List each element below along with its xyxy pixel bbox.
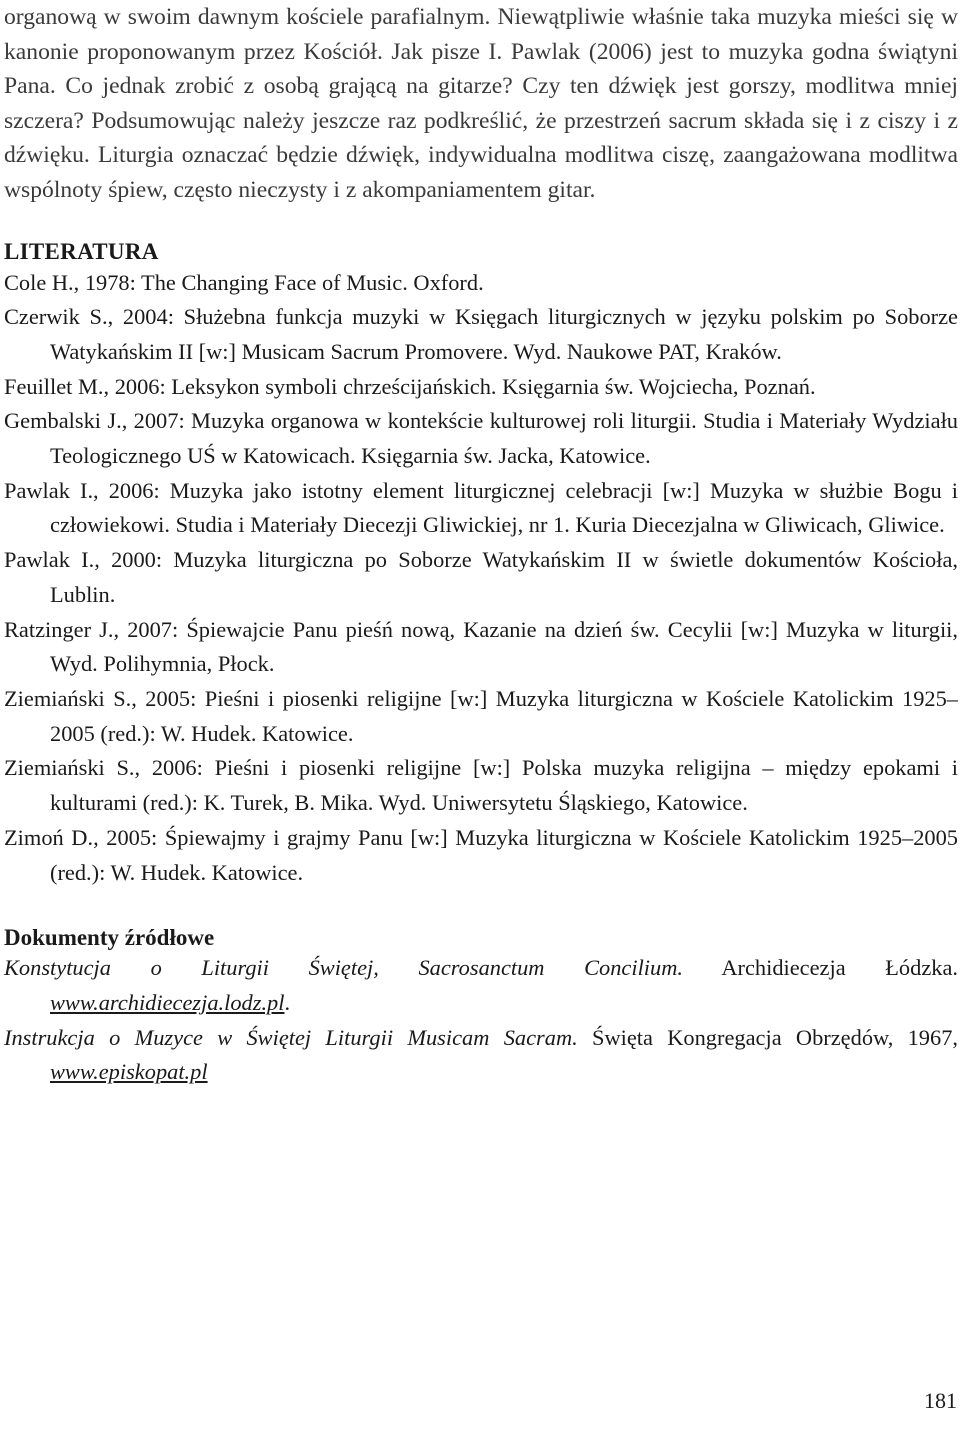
literature-heading: LITERATURA: [4, 238, 159, 264]
intro-paragraph: organową w swoim dawnym kościele parafialnym. Niewątpliwie właśnie taka muzyka mieści się w kanonie proponowanym przez Kościół. Jak pisze I. Pawlak (2006) jest to muzyka godna świątyni Pana. Co jednak zrobić z osobą grającą na gitarze? Czy ten dźwięk jest gorszy, modlitwa mniej szczera? Podsumowując należy jeszcze raz podkreślić, że przestrzeń sacrum składa się i z ciszy i z dźwięku. Liturgia oznaczać będzie dźwięk, indywidualna modlitwa ciszę, zaangażowana modlitwa wspólnoty śpiew, często nieczysty i z akompaniamentem gitar.: [4, 4, 958, 203]
source-link[interactable]: www.episkopat.pl: [50, 1059, 208, 1085]
source-tail: .: [284, 989, 291, 1015]
reference-item: Zimoń D., 2005: Śpiewajmy i grajmy Panu [w:] Muzyka liturgiczna w Kościele Katolickim 1925–2005 (red.): W. Hudek. Katowice.: [4, 824, 958, 885]
sources-heading: Dokumenty źródłowe: [4, 925, 215, 951]
source-publisher: Archidiecezja Łódzka.: [682, 955, 958, 981]
reference-item: Ziemiański S., 2005: Pieśni i piosenki religijne [w:] Muzyka liturgiczna w Kościele Katolickim 1925–2005 (red.): W. Hudek. Katowice.: [4, 686, 958, 746]
reference-item: Czerwik S., 2004: Służebna funkcja muzyki w Księgach liturgicznych w języku polskim po Soborze Watykańskim II [w:] Musicam Sacrum Promovere. Wyd. Naukowe PAT, Kraków.: [4, 304, 958, 364]
reference-item: Ratzinger J., 2007: Śpiewajcie Panu pieśń nową, Kazanie na dzień św. Cecylii [w:] Muzyka w liturgii, Wyd. Polihymnia, Płock.: [4, 616, 958, 677]
source-link[interactable]: www.archidiecezja.lodz.pl: [50, 989, 285, 1015]
reference-item: Feuillet M., 2006: Leksykon symboli chrześcijańskich. Księgarnia św. Wojciecha, Poznań.: [4, 373, 816, 399]
literature-list: [4, 266, 958, 891]
reference-item: Gembalski J., 2007: Muzyka organowa w kontekście kulturowej roli liturgii. Studia i Materiały Wydziału Teologicznego UŚ w Katowicach. Księgarnia św. Jacka, Katowice.: [4, 408, 958, 469]
source-title: Konstytucja o Liturgii Świętej, Sacrosanctum Concilium.: [4, 955, 683, 981]
source-item: [4, 951, 958, 1020]
reference-item: Ziemiański S., 2006: Pieśni i piosenki religijne [w:] Polska muzyka religijna – między epokami i kulturami (red.): K. Turek, B. Mika. Wyd. Uniwersytetu Śląskiego, Katowice.: [4, 755, 958, 816]
reference-item: Cole H., 1978: The Changing Face of Music. Oxford.: [4, 269, 484, 295]
reference-item: Pawlak I., 2006: Muzyka jako istotny element liturgicznej celebracji [w:] Muzyka w służbie Bogu i człowiekowi. Studia i Materiały Diecezji Gliwickiej, nr 1. Kuria Diecezjalna w Gliwicach, Gliwice.: [4, 477, 958, 538]
document-page: [4, 0, 958, 1090]
source-item: [4, 1021, 958, 1090]
source-title: Instrukcja o Muzyce w Świętej Liturgii Musicam Sacram.: [4, 1024, 578, 1050]
reference-item: Pawlak I., 2000: Muzyka liturgiczna po Soborze Watykańskim II w świetle dokumentów Kościoła, Lublin.: [4, 547, 958, 607]
source-publisher: Święta Kongregacja Obrzędów, 1967,: [577, 1024, 958, 1050]
page-number: 181: [924, 1388, 957, 1413]
sources-list: [4, 951, 958, 1090]
